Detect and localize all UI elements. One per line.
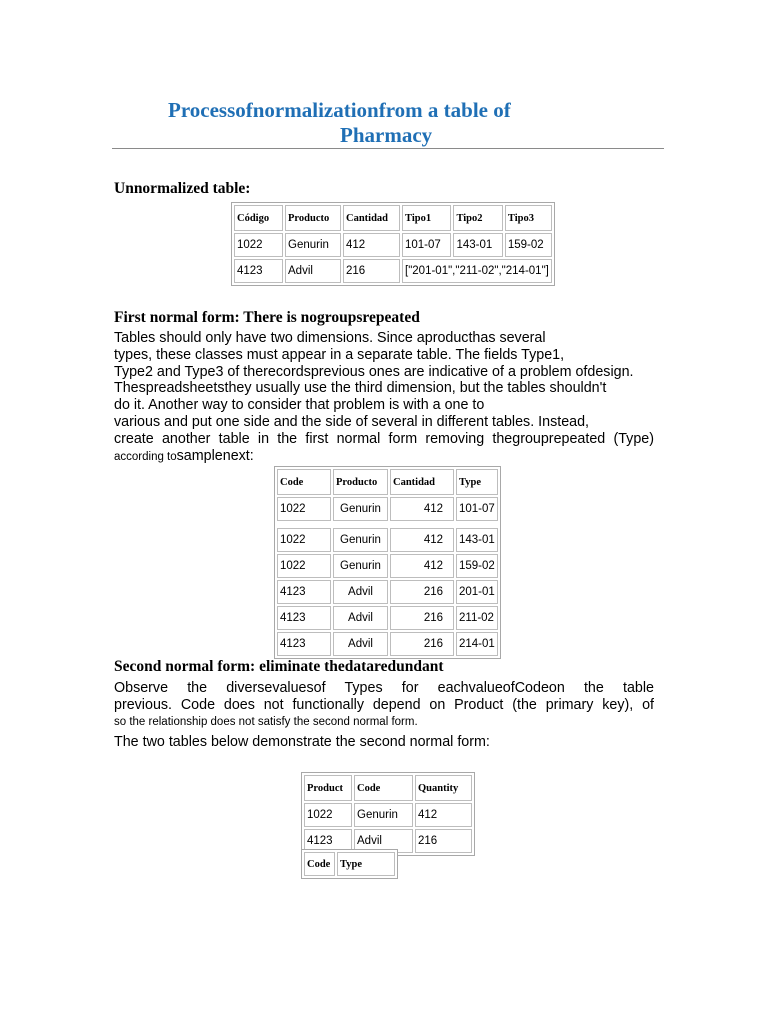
header-cell: Code [277, 469, 331, 495]
cell: 4123 [277, 606, 331, 630]
header-cell: Producto [333, 469, 388, 495]
cell: Genurin [333, 528, 388, 552]
cell: 159-02 [505, 233, 552, 257]
cell: 4123 [304, 829, 352, 853]
header-cell: Producto [285, 205, 341, 231]
cell: Advil [333, 632, 388, 656]
cell: 1022 [277, 554, 331, 578]
table-header-row [234, 205, 552, 231]
cell: Genurin [354, 803, 413, 827]
cell: 216 [390, 580, 454, 604]
header-cell: Tipo2 [453, 205, 502, 231]
table-row [234, 233, 552, 257]
cell: Genurin [285, 233, 341, 257]
cell: 143-01 [456, 528, 498, 552]
table-row [277, 580, 498, 604]
table-row [277, 606, 498, 630]
cell: 216 [390, 606, 454, 630]
header-cell: Código [234, 205, 283, 231]
paragraph-line: various and put one side and the side of several in different tables. Instead, [114, 413, 590, 430]
header-cell: Type [456, 469, 498, 495]
second-nf-table-product [301, 772, 475, 856]
cell: 211-02 [456, 606, 498, 630]
page-title-line-2: Pharmacy [340, 123, 433, 147]
cell: 216 [343, 259, 400, 283]
cell: 412 [415, 803, 472, 827]
table-header-row [304, 775, 472, 801]
cell: 412 [390, 528, 454, 552]
cell: 214-01 [456, 632, 498, 656]
header-cell: Code [354, 775, 413, 801]
cell: 1022 [234, 233, 283, 257]
header-cell: Product [304, 775, 352, 801]
table-row [234, 259, 552, 283]
header-cell: Cantidad [390, 469, 454, 495]
cell: 4123 [277, 632, 331, 656]
second-nf-table-type [301, 849, 398, 879]
second-nf-intro: The two tables below demonstrate the second normal form: [114, 734, 490, 750]
paragraph-line [114, 448, 654, 466]
second-nf-heading: Second normal form: eliminate thedataredundant [114, 658, 444, 675]
table-row [304, 803, 472, 827]
first-nf-table [274, 466, 501, 659]
unnormalized-heading: Unnormalized table: [114, 180, 251, 197]
small-text: according to [114, 450, 177, 463]
paragraph-line: Tables should only have two dimensions. Since aproducthas several [114, 330, 546, 346]
header-cell: Code [304, 852, 335, 876]
paragraph-line: types, these classes must appear in a separate table. The fields Type1, [114, 346, 565, 363]
cell: 4123 [234, 259, 283, 283]
unnormalized-table [231, 202, 555, 286]
header-cell: Type [337, 852, 395, 876]
table-row [277, 554, 498, 578]
cell: 201-01 [456, 580, 498, 604]
cell: 216 [390, 632, 454, 656]
table-header-row [277, 469, 498, 495]
cell: Advil [354, 829, 413, 853]
cell: 1022 [277, 497, 331, 521]
header-cell: Tipo3 [505, 205, 552, 231]
title-divider [112, 148, 664, 149]
cell: 1022 [304, 803, 352, 827]
paragraph-line: create another table in the first normal form removing thegrouprepeated (Type) [114, 430, 654, 447]
first-nf-heading: First normal form: There is nogroupsrepeated [114, 309, 420, 326]
paragraph-line: Thespreadsheetsthey usually use the third dimension, but the tables shouldn't [114, 380, 607, 397]
cell: Advil [333, 606, 388, 630]
cell: Advil [285, 259, 341, 283]
paragraph-line: do it. Another way to consider that problem is with a one to [114, 397, 485, 414]
cell: Genurin [333, 554, 388, 578]
cell: 101-07 [402, 233, 451, 257]
cell: 1022 [277, 528, 331, 552]
table-row [277, 632, 498, 656]
cell: Genurin [333, 497, 388, 521]
cell: 143-01 [453, 233, 502, 257]
cell: 216 [415, 829, 472, 853]
cell: ["201-01","211-02","214-01"] [402, 259, 552, 283]
paragraph-line: Observe the diversevaluesof Types for eachvalueofCodeon the table [114, 680, 654, 696]
normal-text: samplenext: [176, 447, 254, 464]
table-header-row [304, 852, 395, 876]
paragraph-line: Type2 and Type3 of therecordsprevious ones are indicative of a problem ofdesign. [114, 363, 634, 380]
cell: 412 [343, 233, 400, 257]
table-row [277, 528, 498, 552]
paragraph-line: previous. Code does not functionally depend on Product (the primary key), of [114, 696, 654, 713]
spacer [277, 523, 498, 526]
cell: 159-02 [456, 554, 498, 578]
cell: 101-07 [456, 497, 498, 521]
header-cell: Cantidad [343, 205, 400, 231]
cell: Advil [333, 580, 388, 604]
paragraph-line: so the relationship does not satisfy the second normal form. [114, 715, 418, 728]
cell: 412 [390, 497, 454, 521]
page-title-line-1: Processofnormalizationfrom a table of [168, 98, 511, 122]
table-row [277, 497, 498, 521]
header-cell: Tipo1 [402, 205, 451, 231]
second-nf-paragraph [114, 680, 654, 730]
header-cell: Quantity [415, 775, 472, 801]
cell: 4123 [277, 580, 331, 604]
first-nf-paragraph [114, 330, 654, 465]
table-spacer-row [277, 523, 498, 526]
cell: 412 [390, 554, 454, 578]
